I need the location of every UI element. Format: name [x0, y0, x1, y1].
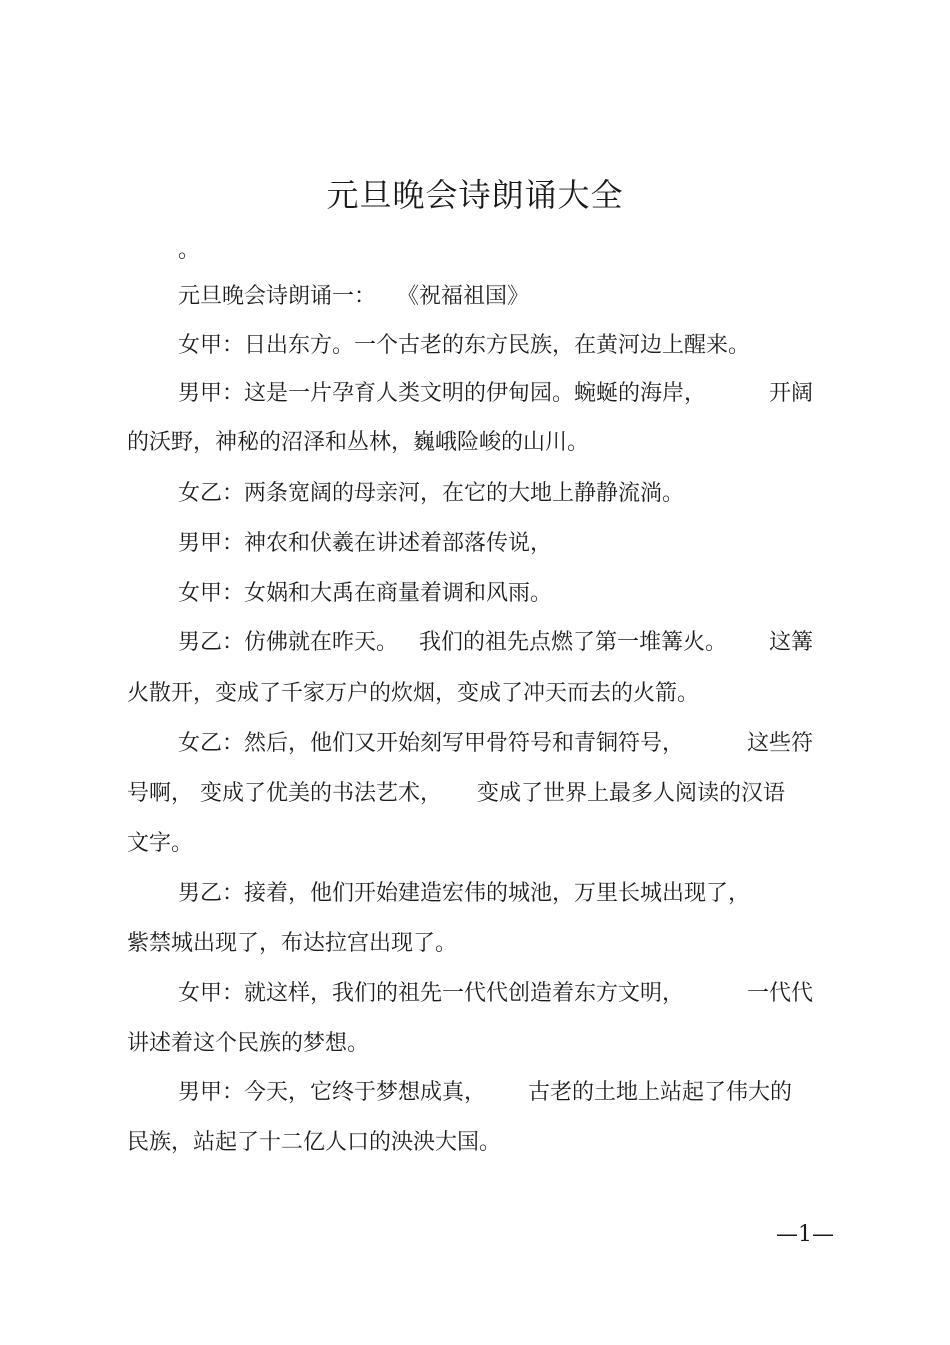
paragraph-line: 男甲：神农和伏羲在讲述着部落传说，: [178, 531, 553, 556]
paragraph-line: 讲述着这个民族的梦想。: [127, 1031, 370, 1056]
paragraph-line: 女甲：就这样，我们的祖先一代代创造着东方文明， 一代代: [178, 981, 813, 1006]
paragraph-line: 男乙：仿佛就在昨天。 我们的祖先点燃了第一堆篝火。 这篝: [178, 630, 813, 655]
paragraph-line: 男甲：这是一片孕育人类文明的伊甸园。蜿蜒的海岸， 开阔: [178, 381, 813, 406]
paragraph-line: 女乙：然后，他们又开始刻写甲骨符号和青铜符号， 这些符: [178, 731, 813, 756]
document-title: 元旦晚会诗朗诵大全: [326, 176, 624, 214]
paragraph-line: 。: [178, 238, 201, 263]
paragraph-line: 号啊， 变成了优美的书法艺术， 变成了世界上最多人阅读的汉语: [127, 781, 785, 806]
paragraph-line: 女甲：日出东方。一个古老的东方民族，在黄河边上醒来。: [178, 333, 751, 358]
page-number: —1—: [776, 1222, 834, 1247]
paragraph-line: 女乙：两条宽阔的母亲河，在它的大地上静静流淌。: [178, 481, 685, 506]
paragraph-line: 男乙：接着，他们开始建造宏伟的城池，万里长城出现了，: [178, 881, 751, 906]
paragraph-line: 的沃野，神秘的沼泽和丛林，巍峨险峻的山川。: [127, 430, 590, 455]
paragraph-line: 文字。: [127, 831, 194, 856]
paragraph-line: 民族，站起了十二亿人口的泱泱大国。: [127, 1130, 502, 1155]
paragraph-line: 火散开，变成了千家万户的炊烟，变成了冲天而去的火箭。: [127, 681, 700, 706]
paragraph-line: 紫禁城出现了，布达拉宫出现了。: [127, 931, 458, 956]
paragraph-line: 元旦晚会诗朗诵一： 《祝福祖国》: [178, 284, 529, 309]
paragraph-line: 男甲：今天，它终于梦想成真， 古老的土地上站起了伟大的: [178, 1080, 792, 1105]
paragraph-line: 女甲：女娲和大禹在商量着调和风雨。: [178, 581, 553, 606]
